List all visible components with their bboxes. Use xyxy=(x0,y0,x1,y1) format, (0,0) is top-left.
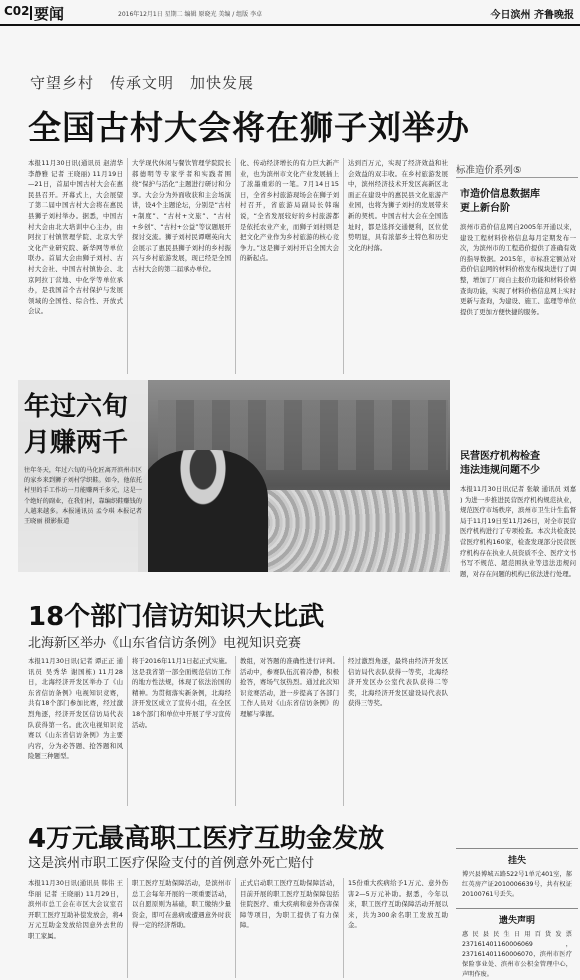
feature-title-line-2: 月赚两千 xyxy=(24,428,129,458)
lost-notice-title: 挂失 xyxy=(507,856,526,866)
void-notice-title: 遗失声明 xyxy=(498,916,535,926)
lead-column-2: 大学现代休闲与餐饮管理学院院长郝德明等专家学者和实践者围绕“保护与活化”主题进行研讨和分享。大会分为外面收获和主会场演讲，设4个主题论坛，分别是“古村+制度”、“古村+文旅”、“古村+乡创”、“古村+公益”等议题展开探讨交流。狮子刘村民谭曙英向大会展示了惠民县狮子刘村的乡村振兴与乡村旅游发展，现已经是全国古村大会的第二届承办单位。 xyxy=(132,158,236,374)
story3-column-3: 正式启动职工医疗互助保障活动，目前开展的职工医疗互助保障包括住院医疗、重大疾病和意外伤害保障等项目，为职工提供了有力保障。 xyxy=(240,878,344,978)
story2-column-4: 经过激烈角逐，最终由经济开发区信访局代表队获得一等奖，北海经济开发区办公室代表队获得二等奖，北海经济开发区建设局代表队获得三等奖。 xyxy=(348,657,448,708)
feature-photo xyxy=(18,380,450,572)
story2-column-1: 本报11月30日讯(记者 谭正正 通讯员 吴秀华 谢国栋) 11月28日，北海经济开发区举办了《山东省信访条例》电视知识竞赛，共有18个部门参加比赛，经过激烈角逐，经济开发区信访局代表队获得第一名。此次电视知识竞赛以《山东省信访条例》为主要内容，分为必答题、抢答题和风险题三种题型。 xyxy=(28,656,128,806)
sidebar-headline-1-line-2: 更上新台阶 xyxy=(460,203,510,214)
lost-notice-body: 博兴县博城五路522号1单元401室，郝红英房产证2010006639号，共有权证20100761号丢失。 xyxy=(462,871,572,898)
sidebar-series-tag xyxy=(456,160,578,178)
series-tag-rule xyxy=(456,177,578,178)
story2-headline: 18个部门信访知识大比武 xyxy=(28,602,325,632)
issue-meta: 2016年12月1日 星期二 编辑 原晓光 美编 / 组版 李卓 xyxy=(118,11,263,18)
sidebar-headline-1 xyxy=(460,188,540,216)
sidebar-headline-2-line-1: 民营医疗机构检查 xyxy=(460,451,540,462)
page-header xyxy=(0,0,580,26)
lost-notice xyxy=(456,848,578,906)
feature-text-panel xyxy=(18,380,148,572)
paper-name: 今日滨州 齐鲁晚报 xyxy=(490,10,574,21)
feature-caption: 往年冬天，年过六旬的马化匠离开滨州市区的家乡来到狮子刘村学织鞋。如今，他依托村里的手工作坊一月能赚两千多元，这是一个绝好的副业，在我们村，靠编织鞋赚钱的人越来越多。本报通讯员 孟令琪 本报记者 王晓丽 摄影报道 xyxy=(24,467,142,526)
sidebar-headline-1-line-1: 市造价信息数据库 xyxy=(460,189,540,200)
lead-column-3: 化、传动经济增长的有力巨大新产业，也为滨州市文化产业发展插上了浓墨重彩的一笔。7月14日15日，全省乡村旅游现场会在狮子刘村召开，省旅游局副局长韩瑞说，“全省发展较好的乡村旅游都是依托农业产业，而狮子刘村则是把文化产业作为乡村旅游的核心竞争力。”这是狮子刘村开启全国大会的新起点。 xyxy=(240,158,344,374)
story2-column-3: 教组，对答题的准确性进行评判。活动中，参赛队伍沉着冷静，积极抢答，赛场气氛热烈。通过此次知识竞赛活动，进一步提高了各部门工作人员对《山东省信访条例》的理解与掌握。 xyxy=(240,656,344,806)
story3-subhead: 这是滨州市职工医疗保险支付的首例意外死亡赔付 xyxy=(28,856,315,871)
lead-headline: 全国古村大会将在狮子刘举办 xyxy=(28,108,470,147)
sidebar-headline-2 xyxy=(460,450,540,478)
header-divider xyxy=(30,6,32,20)
sidebar-article-1: 滨州市造价信息网自2005年开通以来，建设工程材料价格信息每月定期发布一次，为滨州市的工程造价提供了准确有效的指导数据。2015年，市标准定额站对造价信息网的材料价格发布模块进行了调整，增加了厂商自主报价功能和材料价格查询功能，实现了材料价格信息网上实时更新与查询，为建设、施工、监理等单位提供了更加方便快捷的服务。 xyxy=(460,223,576,316)
story2-column-2: 将于2016年11月1日起正式实施。这是我省第一部全面规范信访工作的地方性法规，体现了依法治国的精神。为贯彻落实新条例，北海经济开发区成立了宣传小组，在全区18个部门和单位中开展了学习宣传活动。 xyxy=(132,656,236,806)
photo-worker-figure xyxy=(138,450,268,572)
feature-title-line-1: 年过六旬 xyxy=(24,392,129,422)
void-notice-body: 惠民县民生日用百货发票237161401160006069，237161401160006070，滨州市医疗保险事业处、滨州市公积金管理中心，声明作废。 xyxy=(462,931,572,978)
story3-column-4: 15份重大疾病给予1万元、意外伤害2—5万元补助。据悉，今年以来，职工医疗互助保障活动开展以来，共为300余名职工发放互助金。 xyxy=(348,879,448,930)
story3-headline: 4万元最高职工医疗互助金发放 xyxy=(28,824,385,854)
lead-kicker: 守望乡村 传承文明 加快发展 xyxy=(30,74,255,92)
sidebar-headline-2-line-2: 违法违规问题不少 xyxy=(460,465,540,476)
lead-column-1: 本报11月30日讯(通讯员 赵清华 李静雅 记者 王晓丽) 11月19日—21日，首届中国古村大会在惠民县召开。开幕式上，大会展望了第二届中国古村大会将在惠民县狮子刘村举办。据悉，中国古村大会由北大培训中心主办，由阿拉丁村镇管理学院、北京大学文化产业研究院、新华网等单位联办。首届大会由狮子刘村、古村大会社、中国古村镇协会、北京阿拉丁营地、中化学等单位承办，是我国首个古村保护与发展领域的全国性、综合性、开放式会议。 xyxy=(28,158,128,374)
void-notice xyxy=(456,908,578,978)
page-number: C02 xyxy=(4,4,30,18)
lead-column-4: 达到百万元，实现了经济效益和社会效益的双丰收。在乡村旅游发展中，滨州经济技术开发区高新区北面正在建设中的惠民县文化旅游产业园，也将为狮子刘村的发展带来新的契机。中国古村大会在全国选址时，都是选择交通便利，区位优势明显，具有浓郁乡土特色和历史文化的村落。 xyxy=(348,159,448,252)
sidebar-article-2: 本报11月30日讯(记者 张敏 通讯员 刘嘉 ) 为进一步推进民营医疗机构规范执业，规范医疗市场秩序，滨州市卫生计生监督局于11月19日至11月26日，对全市民营医疗机构进行了专项检查。本次共检查民营医疗机构160家，检查发现部分民营医疗机构存在执业人员资质不全、医疗文书书写不规范、超范围执业等违法违规问题，对存在问题的机构已依法进行处理。 xyxy=(460,485,576,578)
story3-column-1: 本报11月30日讯(通讯员 韩伟 王华丽 记者 王晓丽) 11月29日，滨州市总工会在市区大会议室召开职工医疗互助补偿发放会，将4万元互助金发放给因意外去世的职工家属。 xyxy=(28,878,128,978)
section-title: 要闻 xyxy=(34,5,65,23)
series-tag-label: 标准造价系列⑤ xyxy=(456,165,522,176)
story3-column-2: 职工医疗互助保障活动，是滨州市总工会每年开展的一项重要活动，以自愿原则为基础，职工缴纳少量资金，即可在患病或遭遇意外时获得一定的经济帮助。 xyxy=(132,878,236,978)
story2-subhead: 北海新区举办《山东省信访条例》电视知识竞赛 xyxy=(28,636,302,651)
